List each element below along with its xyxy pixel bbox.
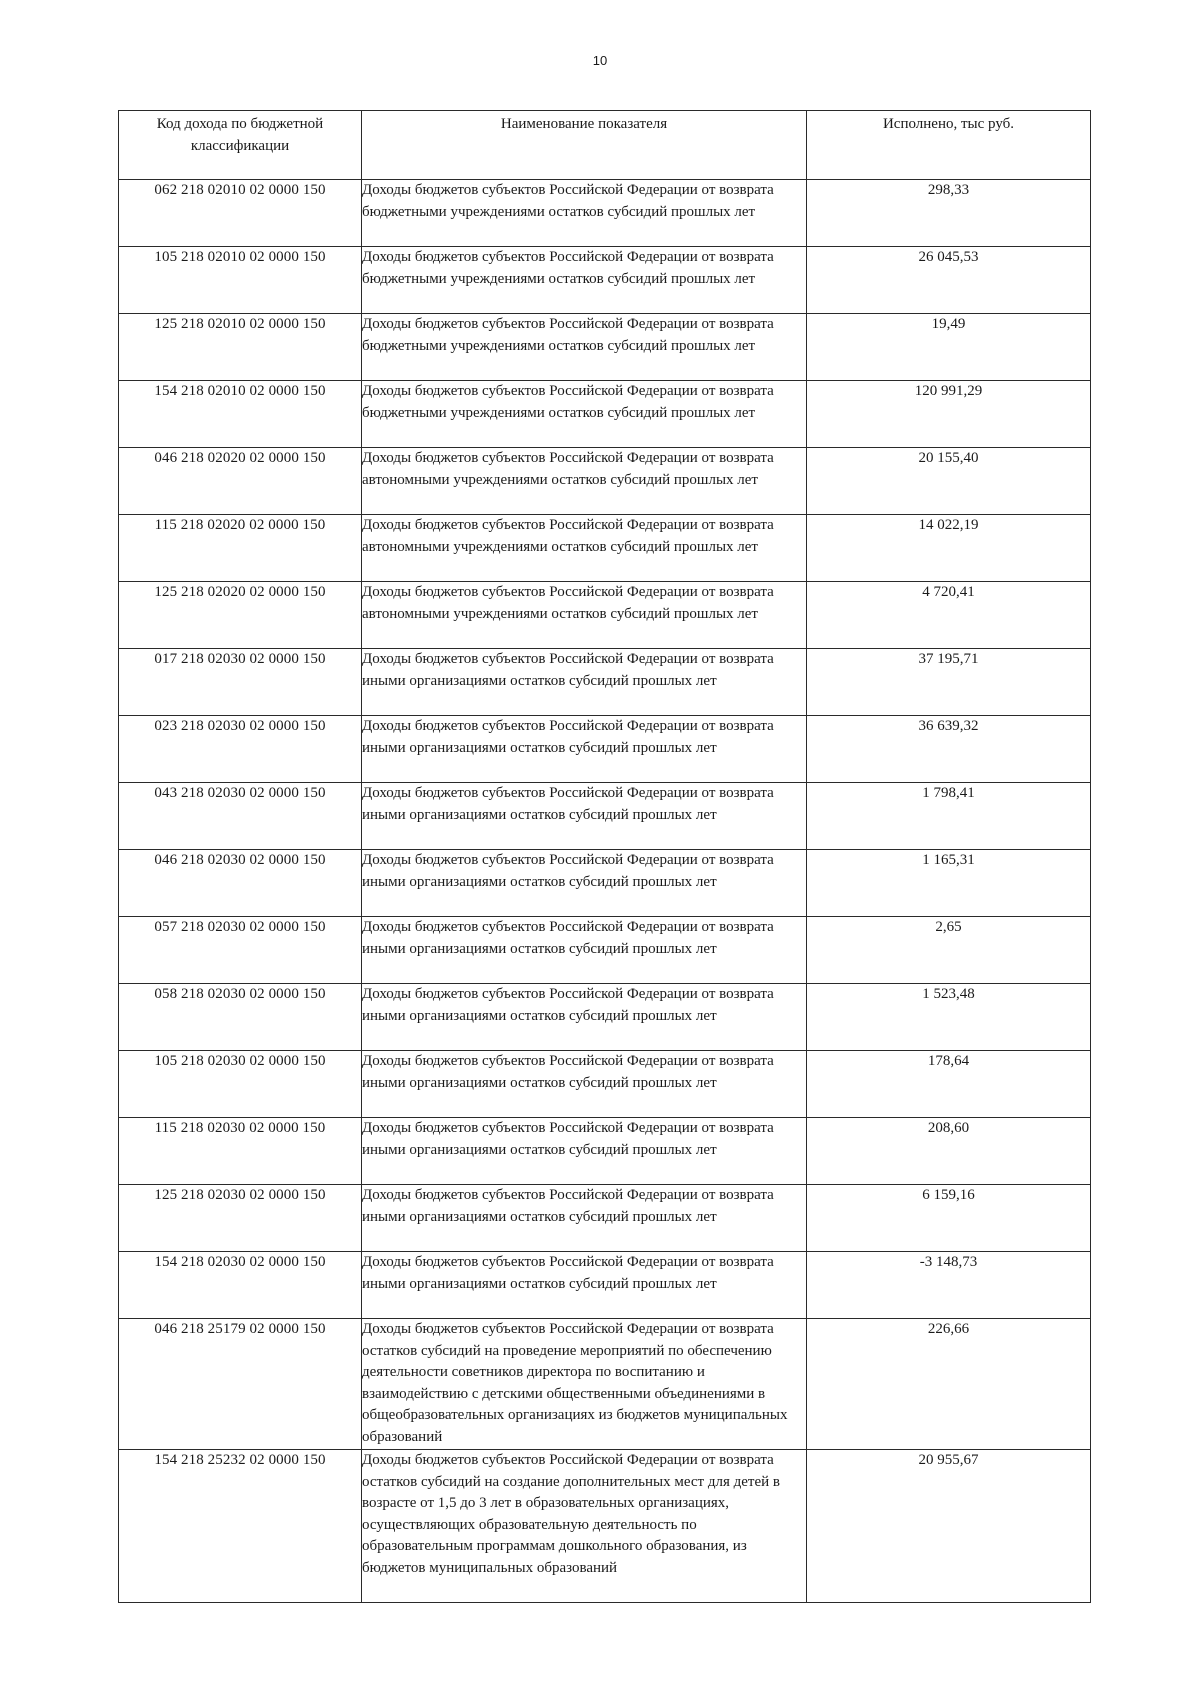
row-name: Доходы бюджетов субъектов Российской Федерации от возврата иными организациями остатков субсидий прошлых лет — [362, 1118, 807, 1185]
header-code: Код дохода по бюджетной классификации — [119, 111, 362, 180]
row-code: 058 218 02030 02 0000 150 — [119, 984, 362, 1051]
table-row — [119, 850, 1091, 917]
table-row — [119, 1319, 1091, 1450]
row-name: Доходы бюджетов субъектов Российской Федерации от возврата остатков субсидий на создание дополнительных мест для детей в возрасте от 1,5 до 3 лет в образовательных организациях, осуществляющих образовательную деятельность по образовательным программам дошкольного образования, из бюджетов муниципальных образований — [362, 1450, 807, 1603]
row-code: 125 218 02030 02 0000 150 — [119, 1185, 362, 1252]
row-code: 125 218 02010 02 0000 150 — [119, 314, 362, 381]
table-row — [119, 582, 1091, 649]
row-name: Доходы бюджетов субъектов Российской Федерации от возврата автономными учреждениями остатков субсидий прошлых лет — [362, 582, 807, 649]
row-name: Доходы бюджетов субъектов Российской Федерации от возврата иными организациями остатков субсидий прошлых лет — [362, 1185, 807, 1252]
row-name: Доходы бюджетов субъектов Российской Федерации от возврата бюджетными учреждениями остатков субсидий прошлых лет — [362, 314, 807, 381]
row-value: 19,49 — [807, 314, 1091, 381]
row-code: 105 218 02030 02 0000 150 — [119, 1051, 362, 1118]
row-value: 6 159,16 — [807, 1185, 1091, 1252]
table-row — [119, 515, 1091, 582]
row-value: 4 720,41 — [807, 582, 1091, 649]
row-name: Доходы бюджетов субъектов Российской Федерации от возврата бюджетными учреждениями остатков субсидий прошлых лет — [362, 247, 807, 314]
row-name: Доходы бюджетов субъектов Российской Федерации от возврата бюджетными учреждениями остатков субсидий прошлых лет — [362, 180, 807, 247]
row-code: 154 218 25232 02 0000 150 — [119, 1450, 362, 1603]
row-name: Доходы бюджетов субъектов Российской Федерации от возврата автономными учреждениями остатков субсидий прошлых лет — [362, 515, 807, 582]
row-name: Доходы бюджетов субъектов Российской Федерации от возврата остатков субсидий на проведение мероприятий по обеспечению деятельности советников директора по воспитанию и взаимодействию с детскими общественными объединениями в общеобразовательных организациях из бюджетов муниципальных образований — [362, 1319, 807, 1450]
table-row — [119, 716, 1091, 783]
row-name: Доходы бюджетов субъектов Российской Федерации от возврата бюджетными учреждениями остатков субсидий прошлых лет — [362, 381, 807, 448]
table-row — [119, 783, 1091, 850]
row-value: 208,60 — [807, 1118, 1091, 1185]
row-code: 154 218 02010 02 0000 150 — [119, 381, 362, 448]
row-name: Доходы бюджетов субъектов Российской Федерации от возврата иными организациями остатков субсидий прошлых лет — [362, 850, 807, 917]
table-header-row — [119, 111, 1091, 180]
row-code: 057 218 02030 02 0000 150 — [119, 917, 362, 984]
row-value: 20 155,40 — [807, 448, 1091, 515]
row-value: 226,66 — [807, 1319, 1091, 1450]
row-name: Доходы бюджетов субъектов Российской Федерации от возврата иными организациями остатков субсидий прошлых лет — [362, 1051, 807, 1118]
row-code: 043 218 02030 02 0000 150 — [119, 783, 362, 850]
table-row — [119, 649, 1091, 716]
table-row — [119, 1252, 1091, 1319]
row-value: 178,64 — [807, 1051, 1091, 1118]
table-row — [119, 314, 1091, 381]
row-name: Доходы бюджетов субъектов Российской Федерации от возврата иными организациями остатков субсидий прошлых лет — [362, 716, 807, 783]
row-value: 26 045,53 — [807, 247, 1091, 314]
row-name: Доходы бюджетов субъектов Российской Федерации от возврата иными организациями остатков субсидий прошлых лет — [362, 917, 807, 984]
table-row — [119, 247, 1091, 314]
row-code: 017 218 02030 02 0000 150 — [119, 649, 362, 716]
row-value: 298,33 — [807, 180, 1091, 247]
row-value: 20 955,67 — [807, 1450, 1091, 1603]
revenue-table — [118, 110, 1091, 1603]
row-code: 115 218 02030 02 0000 150 — [119, 1118, 362, 1185]
row-value: 1 798,41 — [807, 783, 1091, 850]
table-row — [119, 180, 1091, 247]
row-value: 120 991,29 — [807, 381, 1091, 448]
row-value: 2,65 — [807, 917, 1091, 984]
row-code: 105 218 02010 02 0000 150 — [119, 247, 362, 314]
table-row — [119, 1051, 1091, 1118]
header-executed: Исполнено, тыс руб. — [807, 111, 1091, 180]
row-code: 154 218 02030 02 0000 150 — [119, 1252, 362, 1319]
row-value: -3 148,73 — [807, 1252, 1091, 1319]
row-name: Доходы бюджетов субъектов Российской Федерации от возврата автономными учреждениями остатков субсидий прошлых лет — [362, 448, 807, 515]
table-row — [119, 1185, 1091, 1252]
row-name: Доходы бюджетов субъектов Российской Федерации от возврата иными организациями остатков субсидий прошлых лет — [362, 649, 807, 716]
row-value: 1 523,48 — [807, 984, 1091, 1051]
row-value: 36 639,32 — [807, 716, 1091, 783]
table-row — [119, 381, 1091, 448]
row-code: 125 218 02020 02 0000 150 — [119, 582, 362, 649]
row-code: 046 218 25179 02 0000 150 — [119, 1319, 362, 1450]
row-value: 37 195,71 — [807, 649, 1091, 716]
table-row — [119, 917, 1091, 984]
page-number: 10 — [592, 53, 608, 68]
row-name: Доходы бюджетов субъектов Российской Федерации от возврата иными организациями остатков субсидий прошлых лет — [362, 783, 807, 850]
table-row — [119, 1118, 1091, 1185]
table-row — [119, 448, 1091, 515]
header-name: Наименование показателя — [362, 111, 807, 180]
row-name: Доходы бюджетов субъектов Российской Федерации от возврата иными организациями остатков субсидий прошлых лет — [362, 984, 807, 1051]
row-code: 115 218 02020 02 0000 150 — [119, 515, 362, 582]
row-code: 046 218 02030 02 0000 150 — [119, 850, 362, 917]
table-row — [119, 984, 1091, 1051]
row-name: Доходы бюджетов субъектов Российской Федерации от возврата иными организациями остатков субсидий прошлых лет — [362, 1252, 807, 1319]
row-code: 062 218 02010 02 0000 150 — [119, 180, 362, 247]
row-value: 14 022,19 — [807, 515, 1091, 582]
row-value: 1 165,31 — [807, 850, 1091, 917]
row-code: 046 218 02020 02 0000 150 — [119, 448, 362, 515]
row-code: 023 218 02030 02 0000 150 — [119, 716, 362, 783]
table-row — [119, 1450, 1091, 1603]
